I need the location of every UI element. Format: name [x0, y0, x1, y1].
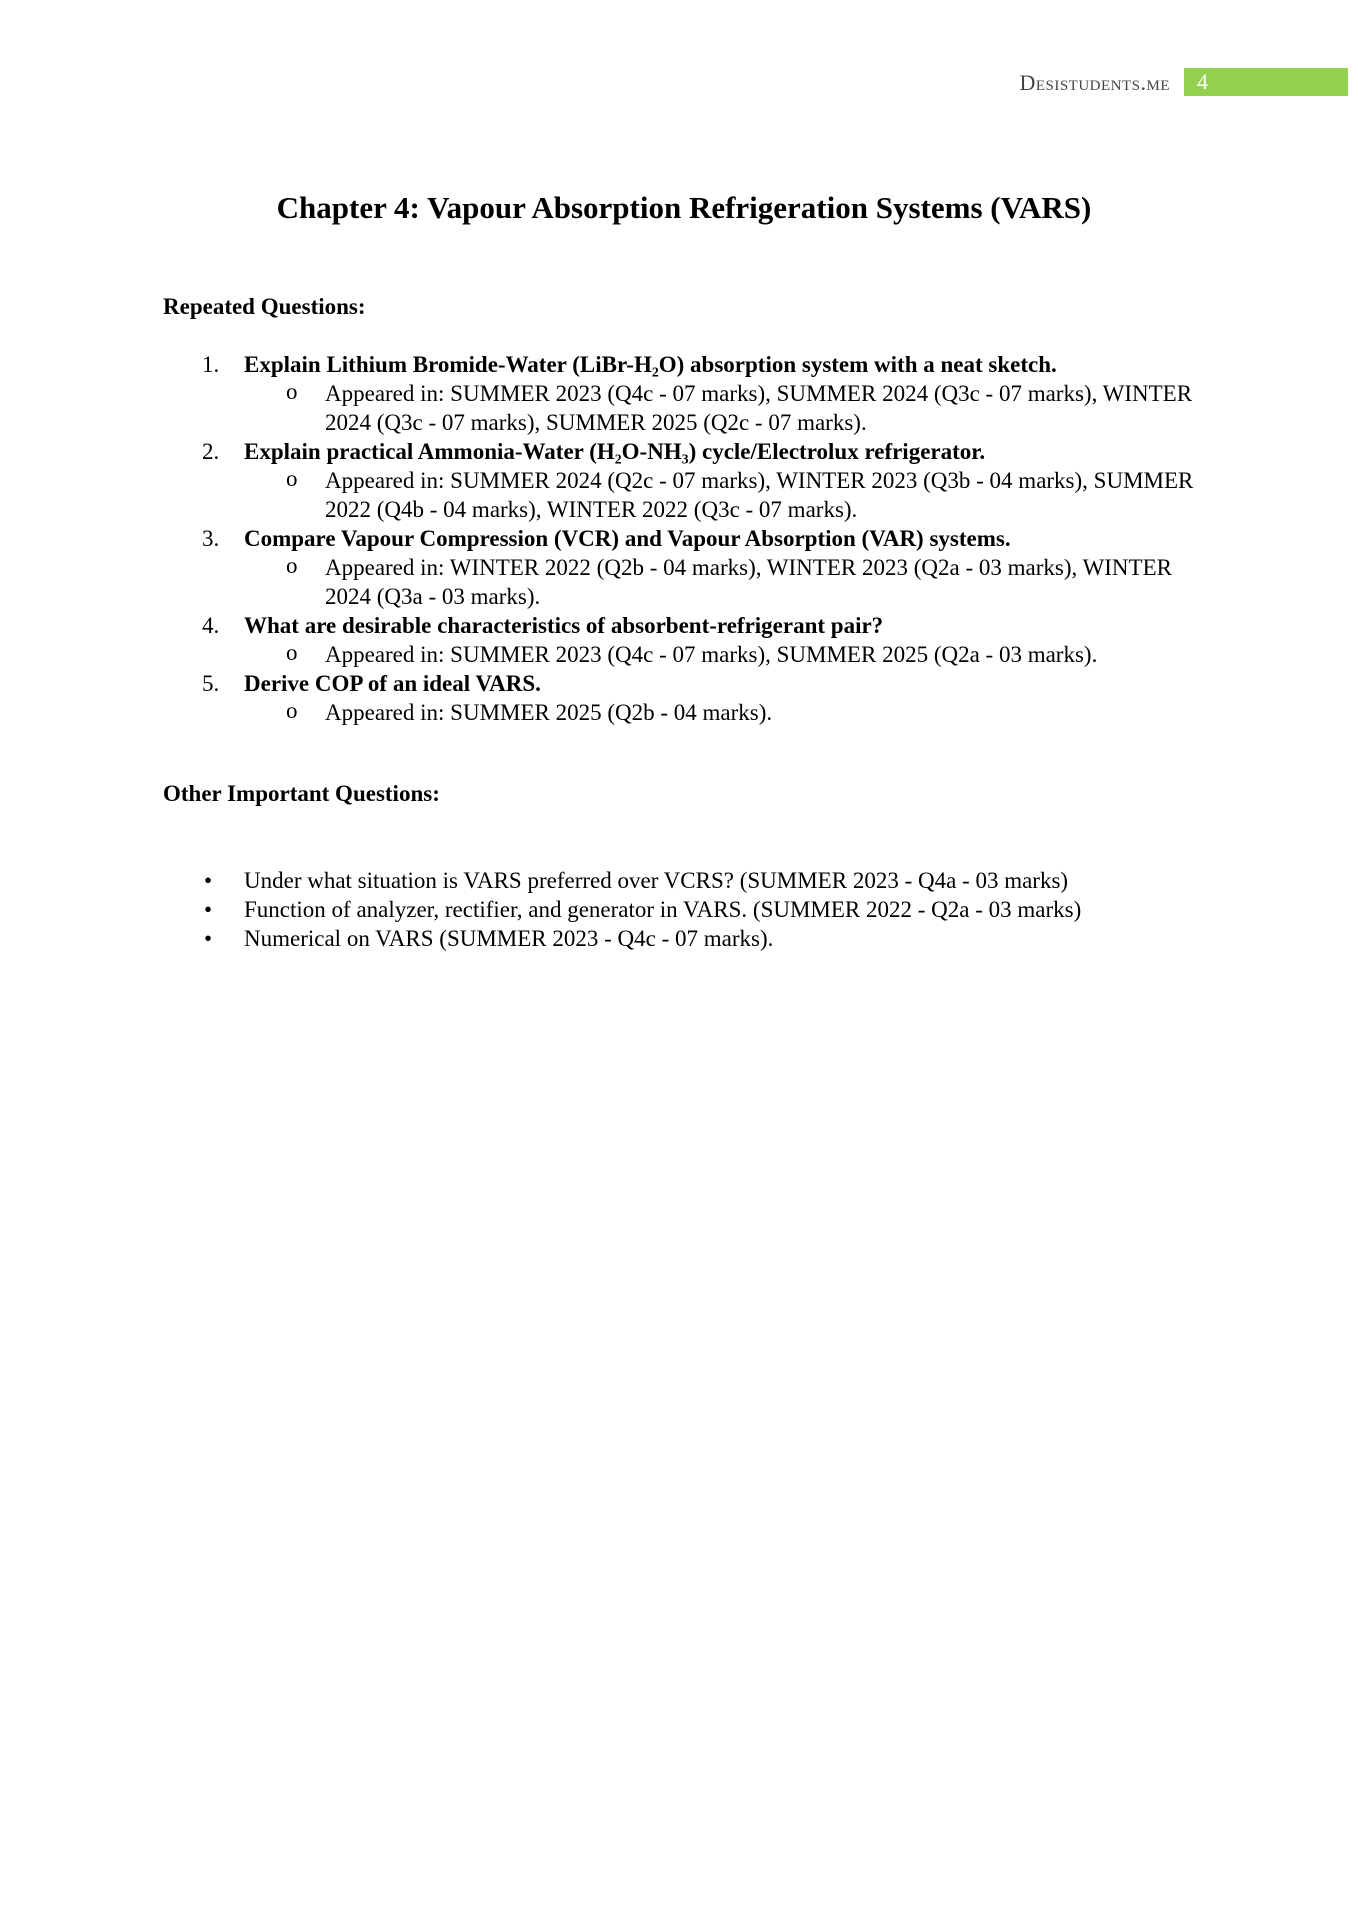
page-number: 4 [1197, 69, 1208, 94]
appeared-line [0, 379, 1358, 437]
appeared-text: Appeared in: WINTER 2022 (Q2b - 04 marks), WINTER 2023 (Q2a - 03 marks), WINTER 2024 (Q3a - 03 marks). [325, 555, 1172, 609]
list-item [0, 437, 1358, 524]
other-questions-heading: Other Important Questions: [163, 781, 440, 806]
list-item [0, 524, 1358, 611]
appeared-text: Appeared in: SUMMER 2024 (Q2c - 07 marks), WINTER 2023 (Q3b - 04 marks), SUMMER 2022 (Q4b - 04 marks), WINTER 2022 (Q3c - 07 marks). [325, 468, 1194, 522]
appeared-line [0, 640, 1358, 669]
circle-bullet-icon: o [286, 466, 298, 491]
circle-bullet-icon: o [286, 379, 298, 404]
bullet-icon: • [204, 926, 213, 951]
question-number: 2. [202, 439, 220, 464]
question-number: 1. [202, 352, 220, 377]
circle-bullet-icon: o [286, 640, 298, 665]
appeared-text: Appeared in: SUMMER 2023 (Q4c - 07 marks), SUMMER 2024 (Q3c - 07 marks), WINTER 2024 (Q3c - 07 marks), SUMMER 2025 (Q2c - 07 marks). [325, 381, 1193, 435]
list-item [0, 924, 1358, 953]
appeared-text: Appeared in: SUMMER 2025 (Q2b - 04 marks). [325, 700, 773, 725]
circle-bullet-icon: o [286, 553, 298, 578]
repeated-questions-heading: Repeated Questions: [163, 294, 366, 319]
question-text: Function of analyzer, rectifier, and generator in VARS. (SUMMER 2022 - Q2a - 03 marks) [244, 897, 1082, 922]
bullet-icon: • [204, 868, 213, 893]
repeated-questions-list [0, 350, 1358, 727]
list-item [0, 866, 1358, 895]
appeared-line [0, 698, 1358, 727]
question-number: 3. [202, 526, 220, 551]
list-item [0, 611, 1358, 669]
question-text: Explain Lithium Bromide-Water (LiBr-H₂O) absorption system with a neat sketch. [244, 352, 1057, 377]
question-text: Numerical on VARS (SUMMER 2023 - Q4c - 07 marks). [244, 926, 774, 951]
question-text: Under what situation is VARS preferred over VCRS? (SUMMER 2023 - Q4a - 03 marks) [244, 868, 1069, 893]
question-text: Derive COP of an ideal VARS. [244, 671, 541, 696]
chapter-title: Chapter 4: Vapour Absorption Refrigeration Systems (VARS) [276, 190, 1092, 225]
list-item [0, 350, 1358, 437]
question-text: Explain practical Ammonia-Water (H₂O-NH₃) cycle/Electrolux refrigerator. [244, 439, 986, 464]
bullet-icon: • [204, 897, 213, 922]
appeared-text: Appeared in: SUMMER 2023 (Q4c - 07 marks), SUMMER 2025 (Q2a - 03 marks). [325, 642, 1098, 667]
list-item [0, 895, 1358, 924]
question-number: 5. [202, 671, 220, 696]
other-questions-list [0, 866, 1358, 953]
page-header [0, 68, 1358, 98]
circle-bullet-icon: o [286, 698, 298, 723]
question-text: Compare Vapour Compression (VCR) and Vapour Absorption (VAR) systems. [244, 526, 1011, 551]
question-text: What are desirable characteristics of absorbent-refrigerant pair? [244, 613, 884, 638]
list-item [0, 669, 1358, 727]
page-number-box [1184, 68, 1348, 96]
appeared-line [0, 553, 1358, 611]
site-name: Desistudents.me [1019, 70, 1170, 95]
appeared-line [0, 466, 1358, 524]
question-number: 4. [202, 613, 220, 638]
